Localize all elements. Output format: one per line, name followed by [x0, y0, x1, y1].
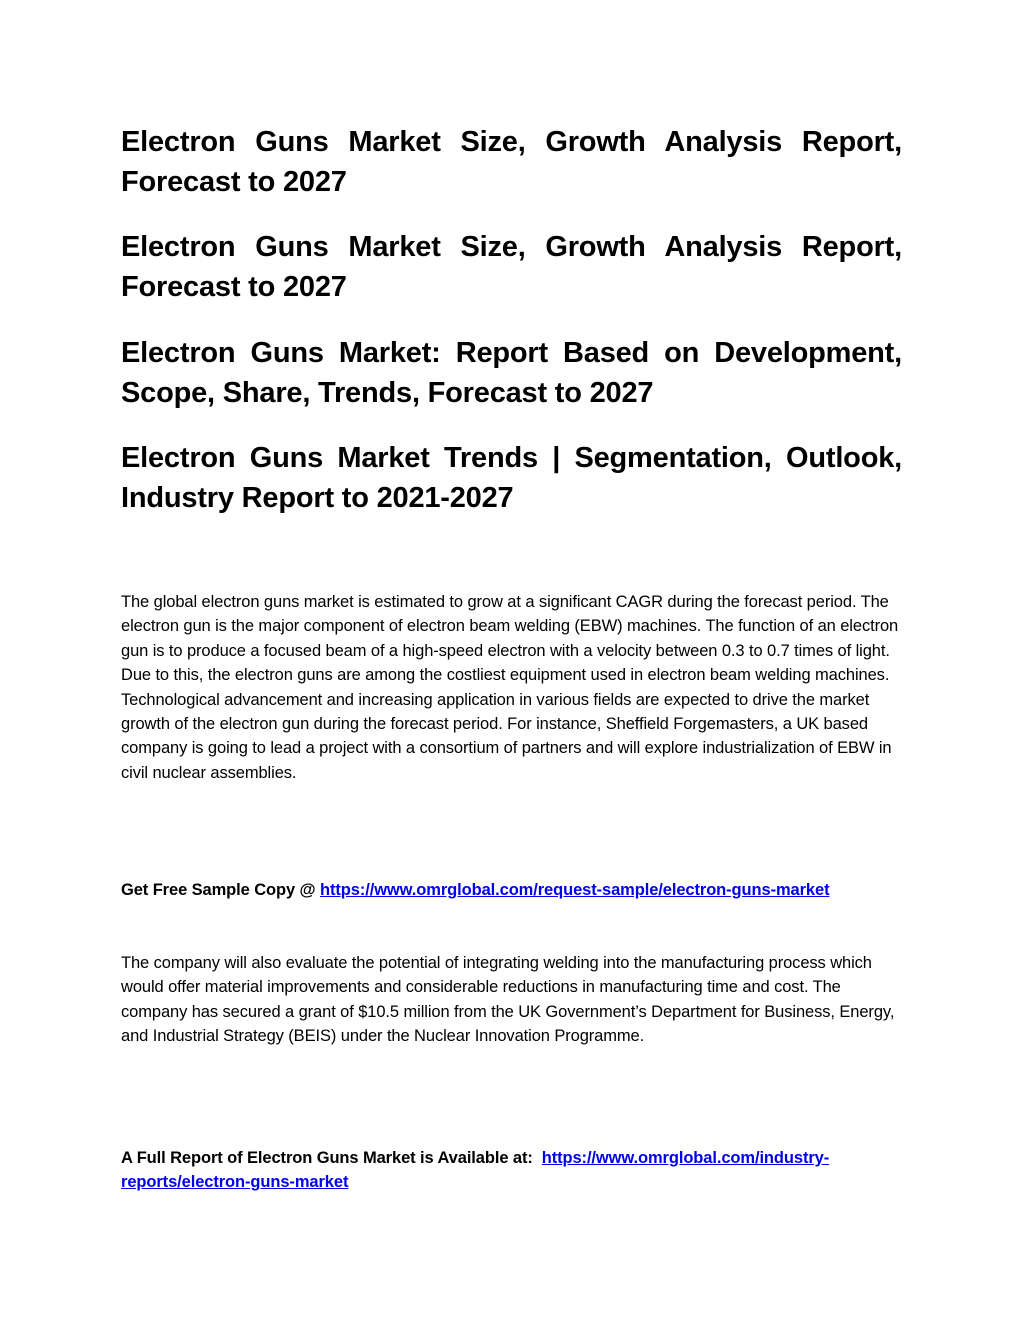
- heading-2: Electron Guns Market Size, Growth Analysis Report, Forecast to 2027: [121, 231, 902, 303]
- sample-copy-line: [121, 878, 911, 902]
- full-report-link[interactable]: https://www.omrglobal.com/industry-reports/electron-guns-market: [121, 1149, 830, 1192]
- company-paragraph: The company will also evaluate the potential of integrating welding into the manufacturing process which would offer material improvements and considerable reductions in manufacturing time and cost. The company has secured a grant of $10.5 million from the UK Government’s Department for Business, Energy, and Industrial Strategy (BEIS) under the Nuclear Innovation Programme.: [121, 954, 895, 1046]
- full-report-label: A Full Report of Electron Guns Market is Available at:: [121, 1149, 542, 1167]
- heading-3: Electron Guns Market: Report Based on Development, Scope, Share, Trends, Forecast to 2027: [121, 337, 902, 409]
- sample-copy-link[interactable]: https://www.omrglobal.com/request-sample/electron-guns-market: [320, 881, 830, 899]
- intro-paragraph: The global electron guns market is estimated to grow at a significant CAGR during the forecast period. The electron gun is the major component of electron beam welding (EBW) machines. The function of an electron gun is to produce a focused beam of a high-speed electron with a velocity between 0.3 to 0.7 times of light. Due to this, the electron guns are among the costliest equipment used in electron beam welding machines. Technological advancement and increasing application in various fields are expected to drive the market growth of the electron gun during the forecast period. For instance, Sheffield Forgemasters, a UK based company is going to lead a project with a consortium of partners and will explore industrialization of EBW in civil nuclear assemblies.: [121, 593, 899, 782]
- sample-copy-label: Get Free Sample Copy @: [121, 881, 321, 899]
- heading-4: Electron Guns Market Trends | Segmentation, Outlook, Industry Report to 2021-2027: [121, 442, 902, 514]
- heading-1: Electron Guns Market Size, Growth Analysis Report, Forecast to 2027: [121, 126, 902, 198]
- full-report-line: [121, 1146, 911, 1195]
